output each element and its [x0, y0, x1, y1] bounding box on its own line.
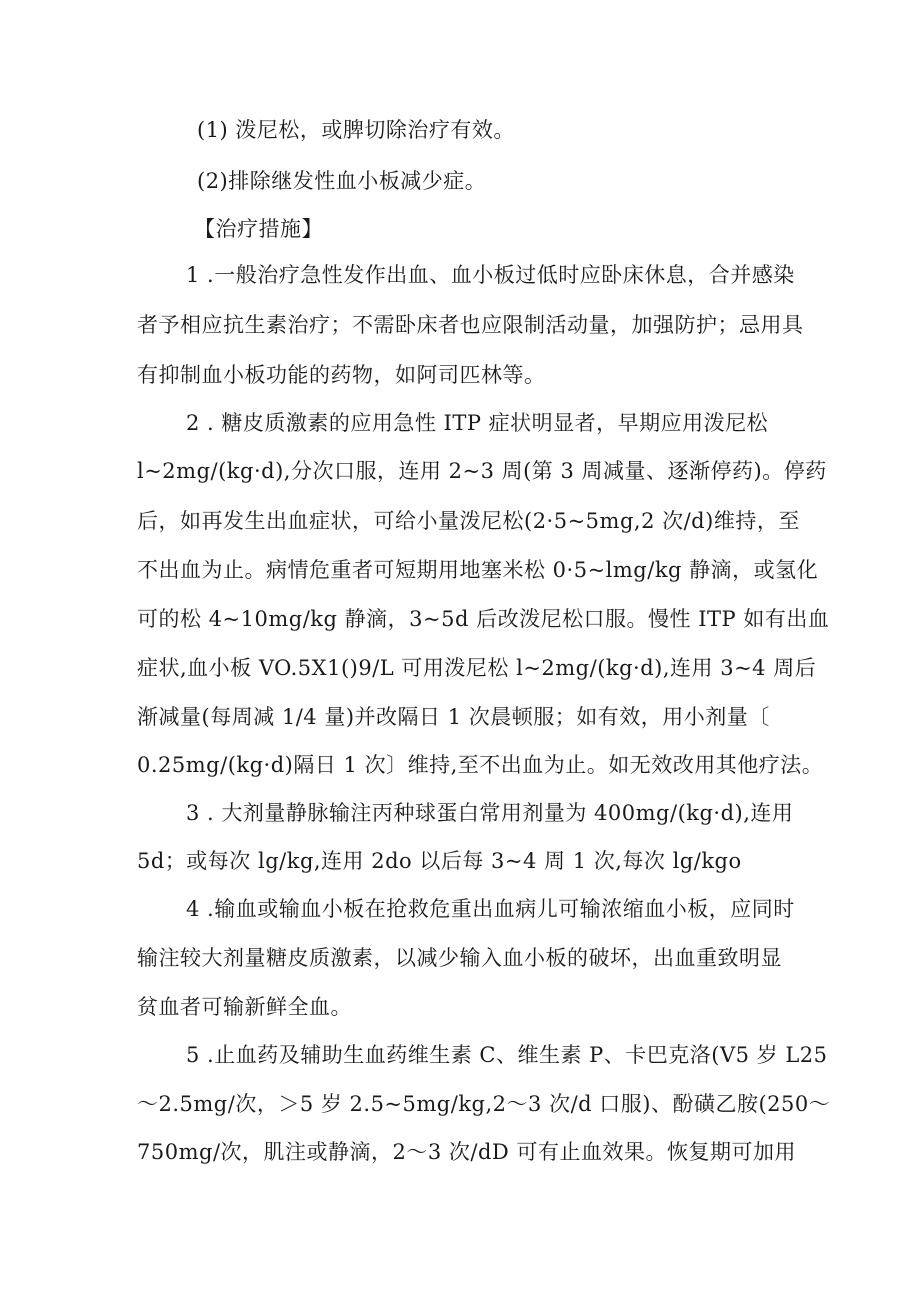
treatment-2-line-6: 症状,血小板 VO.5X1()9/L 可用泼尼松 l~2mg/(kg·d),连用 3~4 周后 — [137, 656, 817, 680]
treatment-4-line-2: 输注较大剂量糖皮质激素，以减少输入血小板的破坏，出血重致明显 — [137, 946, 782, 970]
treatment-2-line-1: 2 . 糖皮质激素的应用急性 ITP 症状明显者，早期应用泼尼松 — [186, 411, 769, 435]
treatment-4-line-1: 4 .输血或输血小板在抢救危重出血病儿可输浓缩血小板，应同时 — [186, 897, 795, 921]
treatment-2-line-8: 0.25mg/(kg·d)隔日 1 次〕维持,至不出血为止。如无效改用其他疗法。 — [137, 753, 824, 777]
treatment-2-line-5: 可的松 4~10mg/kg 静滴，3~5d 后改泼尼松口服。慢性 ITP 如有出血 — [137, 607, 830, 631]
treatment-2-line-3: 后，如再发生出血症状，可给小量泼尼松(2·5~5mg,2 次/d)维持，至 — [137, 509, 800, 533]
treatment-1-line-2: 者予相应抗生素治疗；不需卧床者也应限制活动量，加强防护；忌用具 — [137, 313, 804, 337]
treatment-5-line-3: 750mg/次，肌注或静滴，2～3 次/dD 可有止血效果。恢复期可加用 — [137, 1140, 796, 1164]
treatment-2-line-2: l~2mg/(kg·d),分次口服，连用 2~3 周(第 3 周减量、逐渐停药)。停药 — [137, 459, 827, 483]
treatment-2-line-4: 不出血为止。病情危重者可短期用地塞米松 0·5~lmg/kg 静滴，或氢化 — [137, 558, 819, 582]
treatment-1-line-1: 1 .一般治疗急性发作出血、血小板过低时应卧床休息，合并感染 — [186, 263, 795, 287]
treatment-4-line-3: 贫血者可输新鲜全血。 — [137, 995, 352, 1019]
treatment-3-line-1: 3 . 大剂量静脉输注丙种球蛋白常用剂量为 400mg/(kg·d),连用 — [186, 801, 794, 825]
criteria-item-1: (1) 泼尼松，或脾切除治疗有效。 — [197, 118, 515, 142]
treatment-5-line-2: ～2.5mg/次，＞5 岁 2.5~5mg/kg,2～3 次/d 口服)、酚磺乙胺(250～ — [137, 1092, 831, 1116]
criteria-item-2: (2)排除继发性血小板减少症。 — [197, 169, 487, 193]
treatment-2-line-7: 渐减量(每周减 1/4 量)并改隔日 1 次晨顿服；如有效，用小剂量〔 — [137, 705, 770, 729]
treatment-3-line-2: 5d；或每次 lg/kg,连用 2do 以后每 3~4 周 1 次,每次 lg/kgo — [137, 849, 742, 873]
section-heading: 【治疗措施】 — [194, 217, 323, 241]
treatment-1-line-3: 有抑制血小板功能的药物，如阿司匹林等。 — [137, 363, 546, 387]
treatment-5-line-1: 5 .止血药及辅助生血药维生素 C、维生素 P、卡巴克洛(V5 岁 L25 — [186, 1043, 828, 1067]
